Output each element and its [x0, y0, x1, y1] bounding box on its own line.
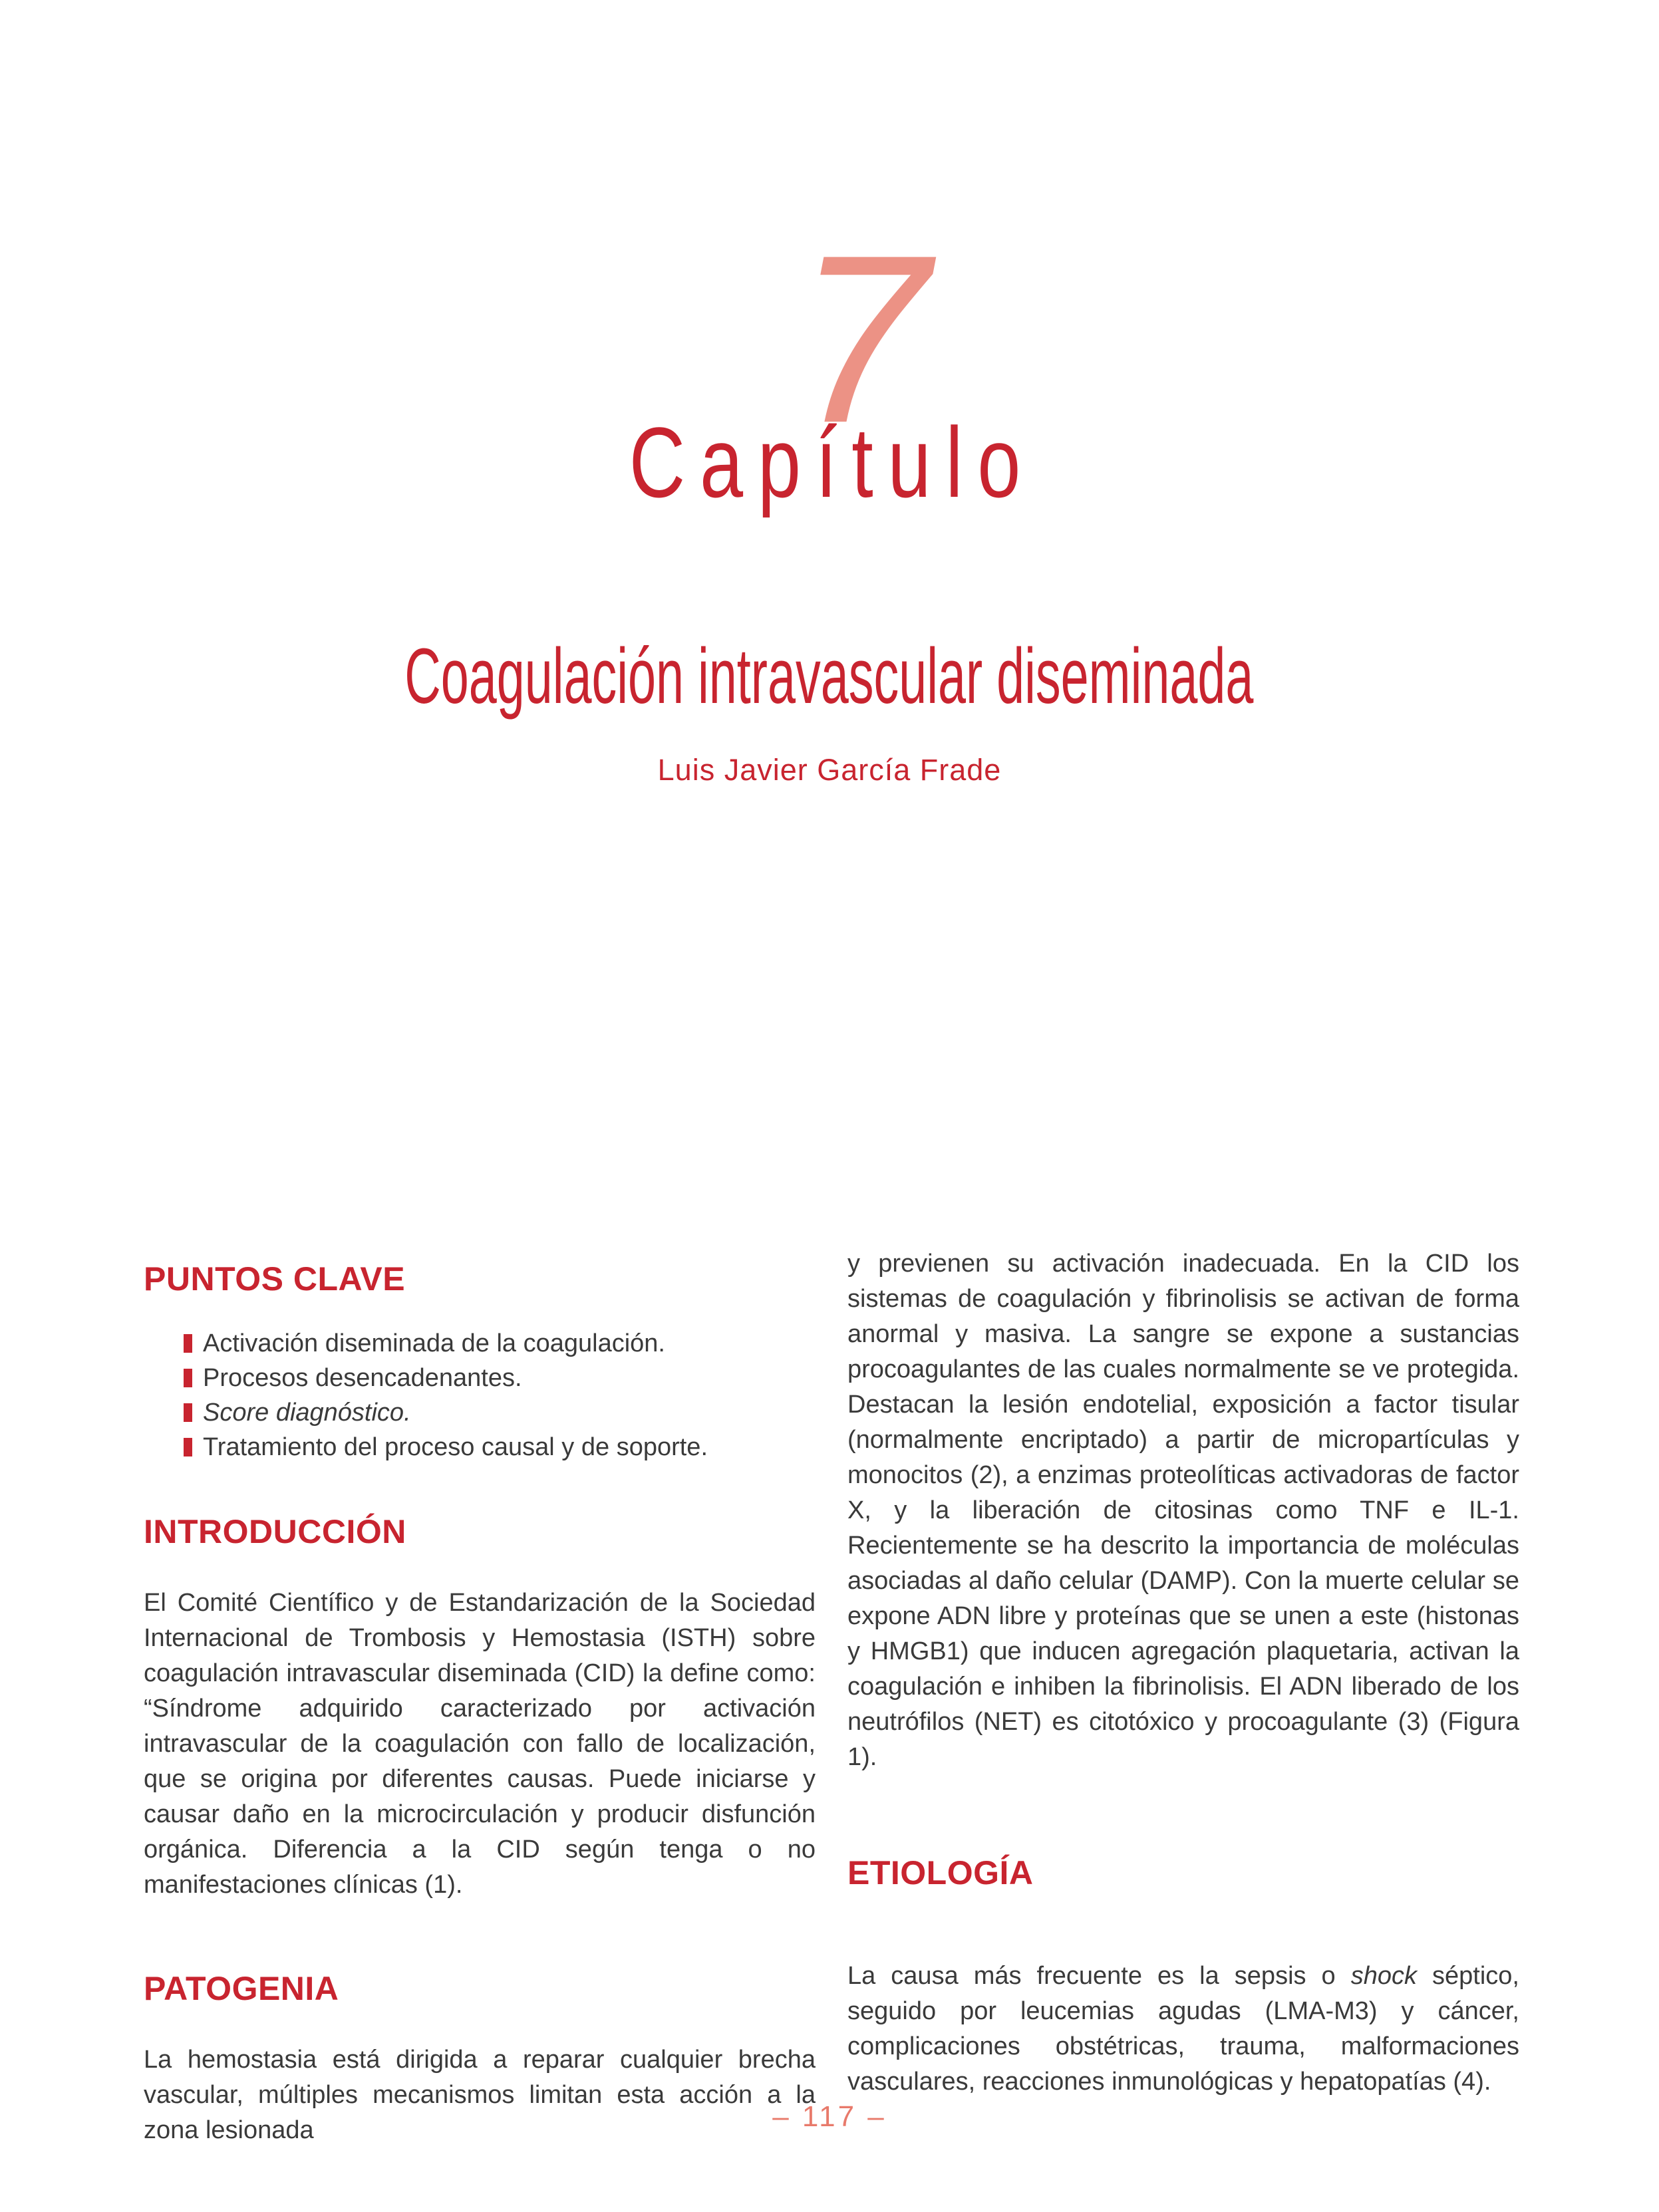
left-column [144, 1250, 816, 2148]
bullet-marker [184, 1334, 192, 1353]
introduccion-text: El Comité Científico y de Estandarización de la Sociedad Internacional de Trombosis y Hemostasia (ISTH) sobre coagulación intravascular diseminada (CID) la define como: “Síndrome adquirido caracterizado por activación intravascular de la coagulación con fallo de localización, que se origina por diferentes causas. Puede iniciarse y causar daño en la microcirculación y producir disfunción orgánica. Diferencia a la CID según tenga o no manifestaciones clínicas (1). [144, 1589, 816, 1899]
patogenia-heading: PATOGENIA [144, 1970, 339, 2007]
italic-term: shock [1350, 1962, 1417, 1990]
page-number: – 117 – [772, 2100, 887, 2133]
introduccion-heading: INTRODUCCIÓN [144, 1513, 406, 1550]
chapter-title: Coagulación intravascular diseminada [404, 632, 1254, 720]
chapter-label: Capítulo [629, 406, 1036, 518]
key-point-item: Procesos desencadenantes. [184, 1361, 816, 1395]
bullet-marker [184, 1403, 192, 1422]
etiologia-text-content: La causa más frecuente es la sepsis o shock séptico, seguido por leucemias agudas (LMA-M3) y cáncer, complicaciones obstétricas, trauma, malformaciones vasculares, reacciones inmunológicas y hepatopatías (4). [847, 1962, 1519, 2096]
key-points-heading: PUNTOS CLAVE [144, 1260, 406, 1298]
etiologia-heading: ETIOLOGÍA [847, 1854, 1034, 1891]
chapter-author: Luis Javier García Frade [657, 753, 1002, 787]
key-point-item: Activación diseminada de la coagulación. [184, 1326, 816, 1361]
key-points-list [184, 1326, 816, 1464]
key-point-item: Score diagnóstico. [184, 1395, 816, 1430]
right-column [847, 1250, 1519, 2100]
patogenia-text-right: y previenen su activación inadecuada. En la CID los sistemas de coagulación y fibrinolisis se activan de forma anormal y masiva. La sangre se expone a sustancias procoagulantes de las cuales normalmente se ve protegida. Destacan la lesión endotelial, exposición a factor tisular (normalmente encriptado) a partir de micropartículas y monocitos (2), a enzimas proteolíticas activadoras de factor X, y la liberación de citosinas como TNF e IL-1. Recientemente se ha descrito la importancia de moléculas asociadas al daño celular (DAMP). Con la muerte celular se expone ADN libre y proteínas que se unen a este (histonas y HMGB1) que inducen agregación plaquetaria, activan la coagulación e inhiben la fibrinolisis. El ADN liberado de los neutrófilos (NET) es citotóxico y procoagulante (3) (Figura 1). [847, 1250, 1519, 1771]
bullet-marker [184, 1369, 192, 1387]
etiologia-text [847, 1959, 1519, 2100]
bullet-marker [184, 1438, 192, 1456]
chapter-number: 7 [796, 206, 929, 473]
key-point-item: Tratamiento del proceso causal y de soporte. [184, 1430, 816, 1464]
patogenia-text-left: La hemostasia está dirigida a reparar cualquier brecha vascular, múltiples mecanismos limitan esta acción a la zona lesionada [144, 2046, 816, 2144]
